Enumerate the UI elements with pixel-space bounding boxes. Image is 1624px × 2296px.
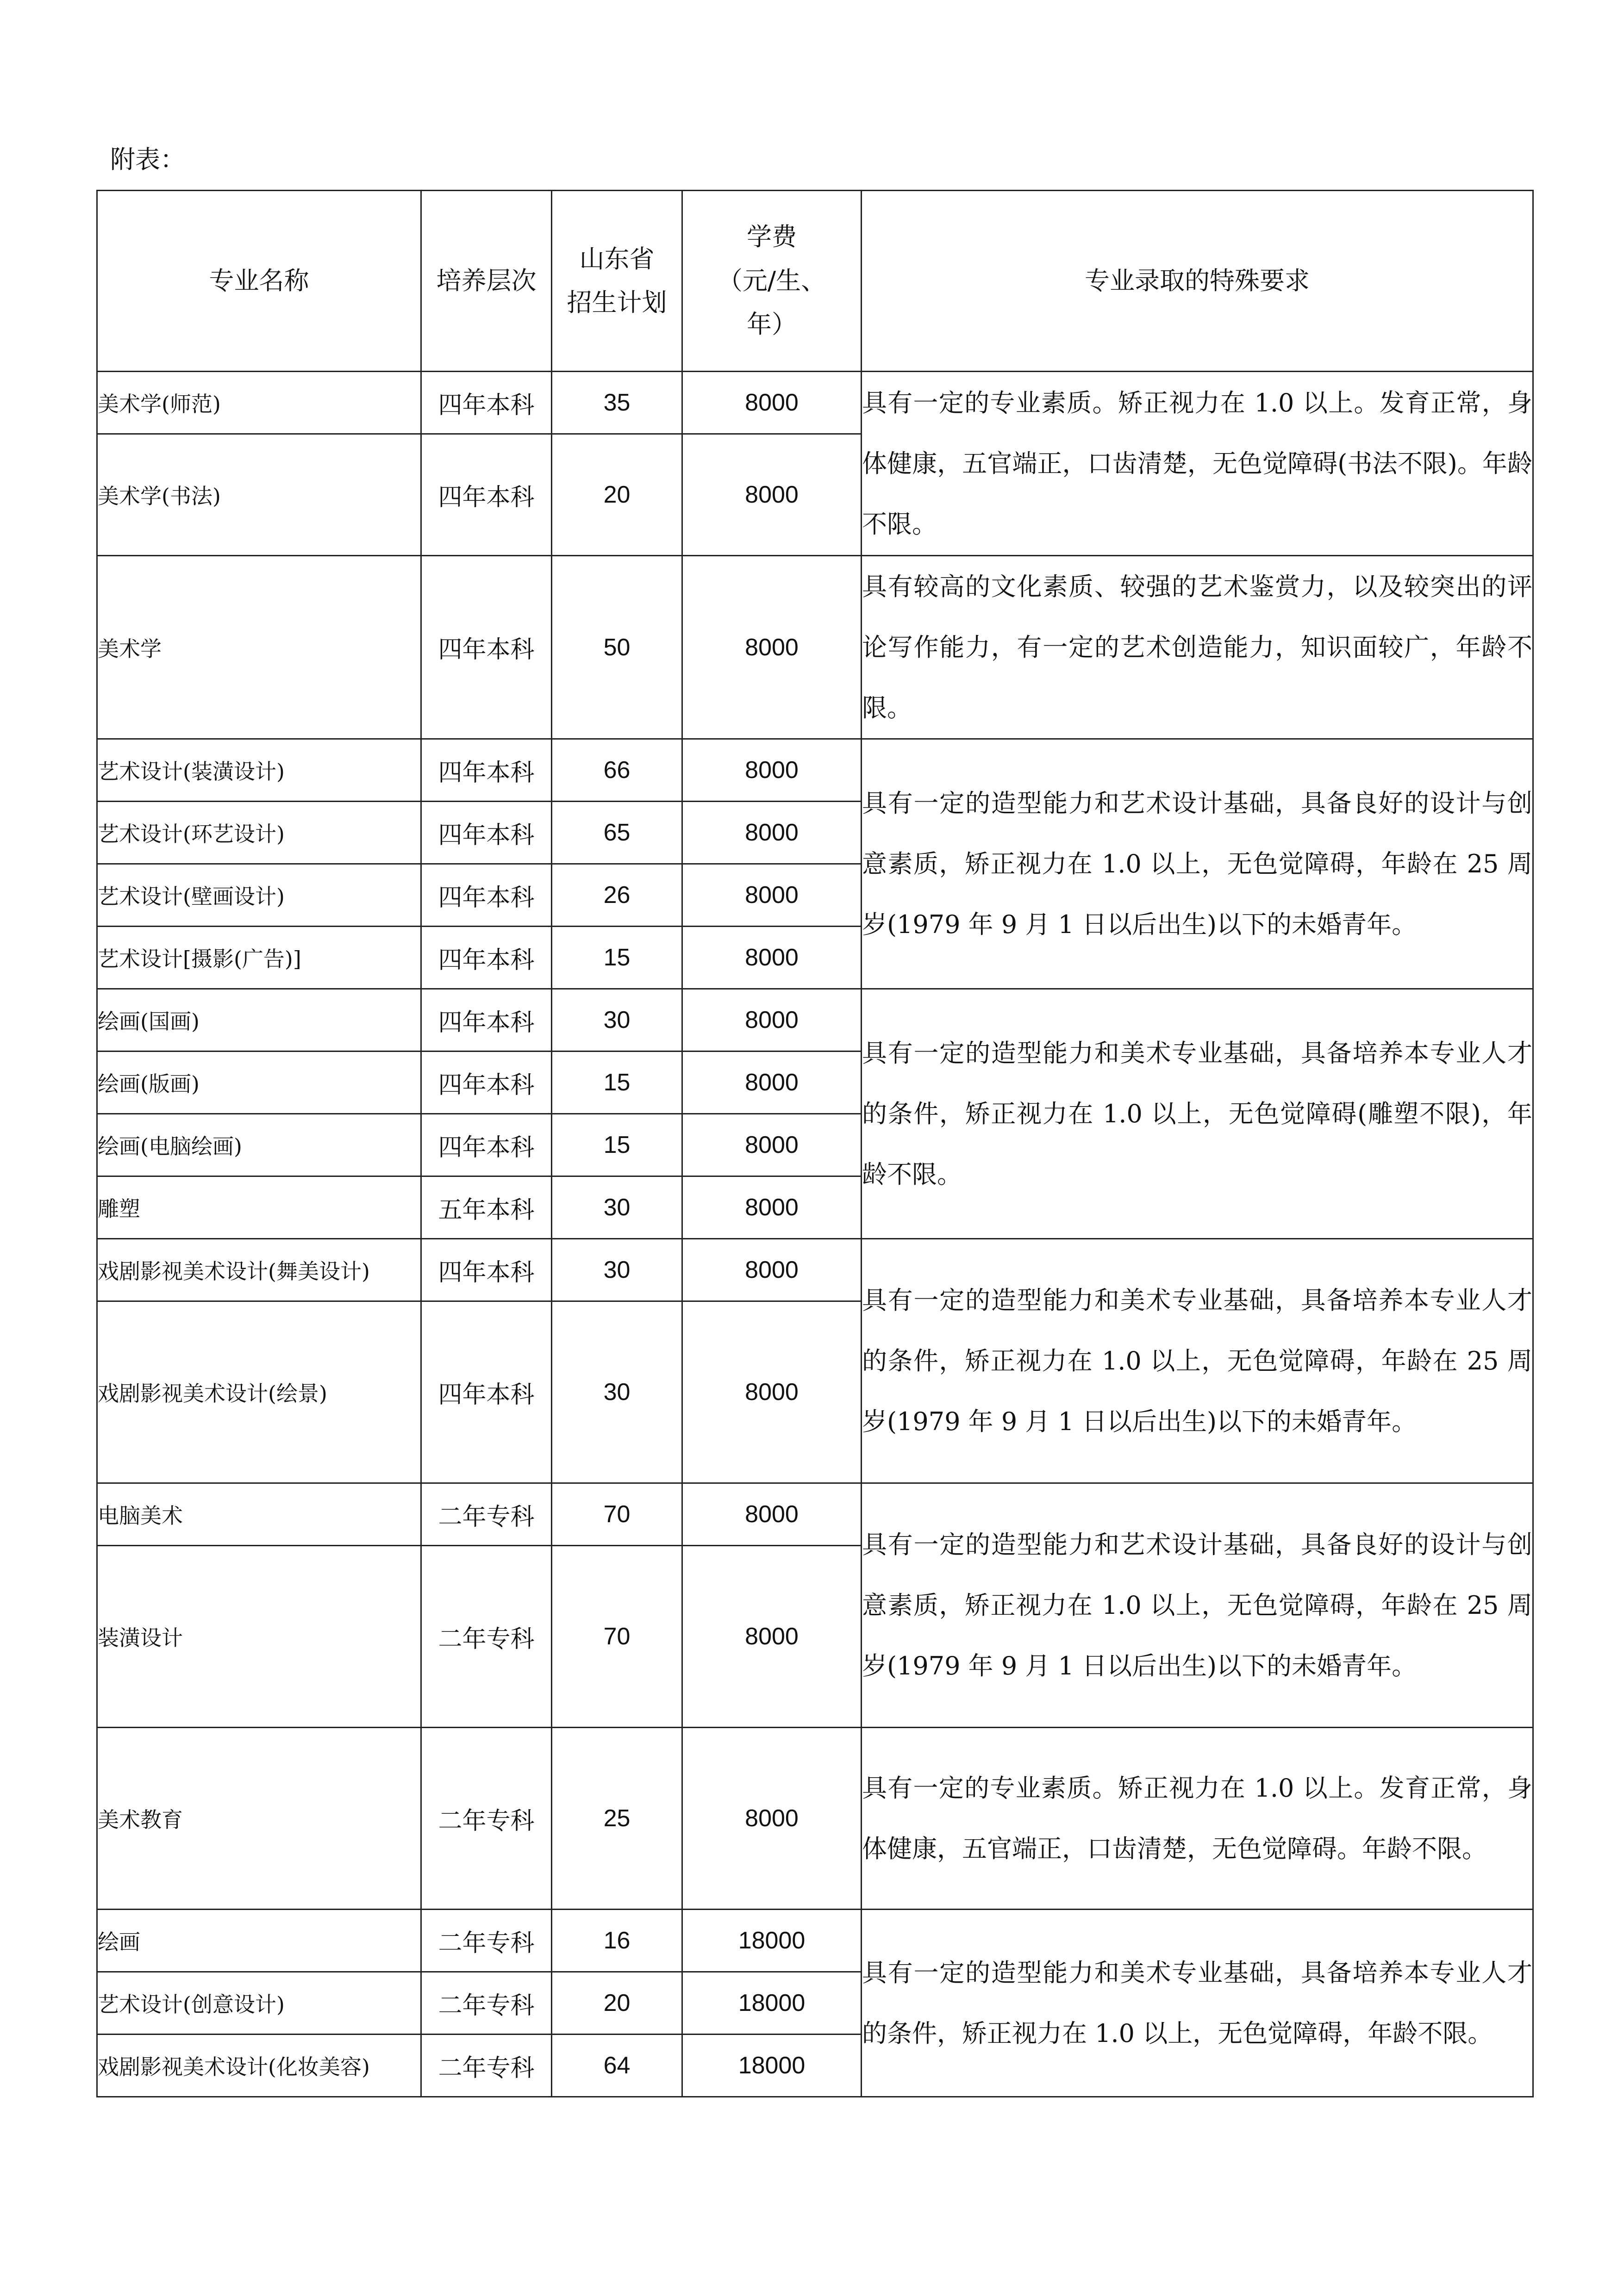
header-plan <box>552 191 682 372</box>
fee: 18000 <box>682 1910 862 1972</box>
requirement: 具有一定的造型能力和美术专业基础，具备培养本专业人才的条件，矫正视力在 1.0 以上，无色觉障碍，年龄不限。 <box>862 1910 1533 2097</box>
plan: 16 <box>552 1910 682 1972</box>
plan: 15 <box>552 1052 682 1114</box>
major-name: 电脑美术 <box>97 1483 421 1546</box>
plan: 30 <box>552 1301 682 1483</box>
header-fee-line1: 学费 <box>746 222 797 252</box>
fee: 8000 <box>682 556 862 739</box>
major-name: 艺术设计(环艺设计) <box>97 802 421 864</box>
fee: 8000 <box>682 434 862 556</box>
fee: 8000 <box>682 1114 862 1176</box>
major-name: 艺术设计(装潢设计) <box>97 739 421 802</box>
table-row <box>97 1910 1533 1972</box>
level: 四年本科 <box>421 1239 552 1301</box>
major-name: 美术学(书法) <box>97 434 421 556</box>
plan: 50 <box>552 556 682 739</box>
level: 二年专科 <box>421 2035 552 2097</box>
level: 四年本科 <box>421 434 552 556</box>
requirement: 具有一定的专业素质。矫正视力在 1.0 以上。发育正常，身体健康，五官端正，口齿清楚，无色觉障碍。年龄不限。 <box>862 1728 1533 1910</box>
header-major-name: 专业名称 <box>97 191 421 372</box>
plan: 30 <box>552 1176 682 1239</box>
table-row <box>97 1728 1533 1910</box>
table-row <box>97 1483 1533 1546</box>
table-row <box>97 372 1533 434</box>
header-plan-line2: 招生计划 <box>567 288 667 317</box>
admission-table <box>96 190 1534 2097</box>
fee: 8000 <box>682 927 862 989</box>
fee: 18000 <box>682 2035 862 2097</box>
level: 二年专科 <box>421 1728 552 1910</box>
requirement: 具有一定的造型能力和艺术设计基础，具备良好的设计与创意素质，矫正视力在 1.0 以上，无色觉障碍，年龄在 25 周岁(1979 年 9 月 1 日以后出生)以下的未婚青年。 <box>862 1483 1533 1728</box>
major-name: 绘画(版画) <box>97 1052 421 1114</box>
major-name: 戏剧影视美术设计(绘景) <box>97 1301 421 1483</box>
level: 四年本科 <box>421 864 552 927</box>
plan: 70 <box>552 1483 682 1546</box>
level: 四年本科 <box>421 372 552 434</box>
fee: 8000 <box>682 1483 862 1546</box>
level: 二年专科 <box>421 1483 552 1546</box>
level: 四年本科 <box>421 989 552 1052</box>
level: 四年本科 <box>421 1301 552 1483</box>
level: 二年专科 <box>421 1546 552 1728</box>
fee: 8000 <box>682 802 862 864</box>
level: 四年本科 <box>421 927 552 989</box>
fee: 8000 <box>682 1546 862 1728</box>
major-name: 绘画 <box>97 1910 421 1972</box>
plan: 66 <box>552 739 682 802</box>
major-name: 装潢设计 <box>97 1546 421 1728</box>
page-label: 附表： <box>110 145 185 174</box>
requirement: 具有一定的专业素质。矫正视力在 1.0 以上。发育正常，身体健康，五官端正，口齿清楚，无色觉障碍(书法不限)。年龄不限。 <box>862 372 1533 556</box>
table-row <box>97 1239 1533 1301</box>
requirement: 具有较高的文化素质、较强的艺术鉴赏力，以及较突出的评论写作能力，有一定的艺术创造能力，知识面较广，年龄不限。 <box>862 556 1533 739</box>
fee: 8000 <box>682 1052 862 1114</box>
table-row <box>97 739 1533 802</box>
requirement: 具有一定的造型能力和艺术设计基础，具备良好的设计与创意素质，矫正视力在 1.0 以上，无色觉障碍，年龄在 25 周岁(1979 年 9 月 1 日以后出生)以下的未婚青年。 <box>862 739 1533 989</box>
major-name: 美术教育 <box>97 1728 421 1910</box>
requirement: 具有一定的造型能力和美术专业基础，具备培养本专业人才的条件，矫正视力在 1.0 以上，无色觉障碍(雕塑不限)，年龄不限。 <box>862 989 1533 1239</box>
major-name: 雕塑 <box>97 1176 421 1239</box>
level: 二年专科 <box>421 1910 552 1972</box>
major-name: 戏剧影视美术设计(舞美设计) <box>97 1239 421 1301</box>
plan: 65 <box>552 802 682 864</box>
level: 四年本科 <box>421 556 552 739</box>
level: 四年本科 <box>421 1114 552 1176</box>
major-name: 艺术设计(壁画设计) <box>97 864 421 927</box>
major-name: 美术学 <box>97 556 421 739</box>
header-fee-line2: （元/生、 <box>717 266 826 295</box>
major-name: 绘画(电脑绘画) <box>97 1114 421 1176</box>
level: 二年专科 <box>421 1972 552 2035</box>
header-requirement: 专业录取的特殊要求 <box>862 191 1533 372</box>
fee: 8000 <box>682 1176 862 1239</box>
major-name: 戏剧影视美术设计(化妆美容) <box>97 2035 421 2097</box>
fee: 8000 <box>682 372 862 434</box>
plan: 26 <box>552 864 682 927</box>
plan: 35 <box>552 372 682 434</box>
fee: 8000 <box>682 864 862 927</box>
level: 四年本科 <box>421 739 552 802</box>
major-name: 艺术设计(创意设计) <box>97 1972 421 2035</box>
plan: 30 <box>552 989 682 1052</box>
level: 四年本科 <box>421 1052 552 1114</box>
major-name: 艺术设计[摄影(广告)] <box>97 927 421 989</box>
fee: 8000 <box>682 1728 862 1910</box>
table-row <box>97 989 1533 1052</box>
fee: 8000 <box>682 739 862 802</box>
fee: 8000 <box>682 989 862 1052</box>
header-plan-line1: 山东省 <box>579 244 655 274</box>
header-fee <box>682 191 862 372</box>
plan: 20 <box>552 1972 682 2035</box>
fee: 8000 <box>682 1301 862 1483</box>
header-level: 培养层次 <box>421 191 552 372</box>
major-name: 绘画(国画) <box>97 989 421 1052</box>
level: 五年本科 <box>421 1176 552 1239</box>
plan: 20 <box>552 434 682 556</box>
plan: 70 <box>552 1546 682 1728</box>
plan: 15 <box>552 927 682 989</box>
level: 四年本科 <box>421 802 552 864</box>
plan: 64 <box>552 2035 682 2097</box>
header-fee-line3: 年） <box>746 310 797 339</box>
requirement: 具有一定的造型能力和美术专业基础，具备培养本专业人才的条件，矫正视力在 1.0 以上，无色觉障碍，年龄在 25 周岁(1979 年 9 月 1 日以后出生)以下的未婚青年。 <box>862 1239 1533 1483</box>
fee: 18000 <box>682 1972 862 2035</box>
fee: 8000 <box>682 1239 862 1301</box>
table-row <box>97 556 1533 739</box>
header-row <box>97 191 1533 372</box>
major-name: 美术学(师范) <box>97 372 421 434</box>
plan: 15 <box>552 1114 682 1176</box>
plan: 25 <box>552 1728 682 1910</box>
plan: 30 <box>552 1239 682 1301</box>
